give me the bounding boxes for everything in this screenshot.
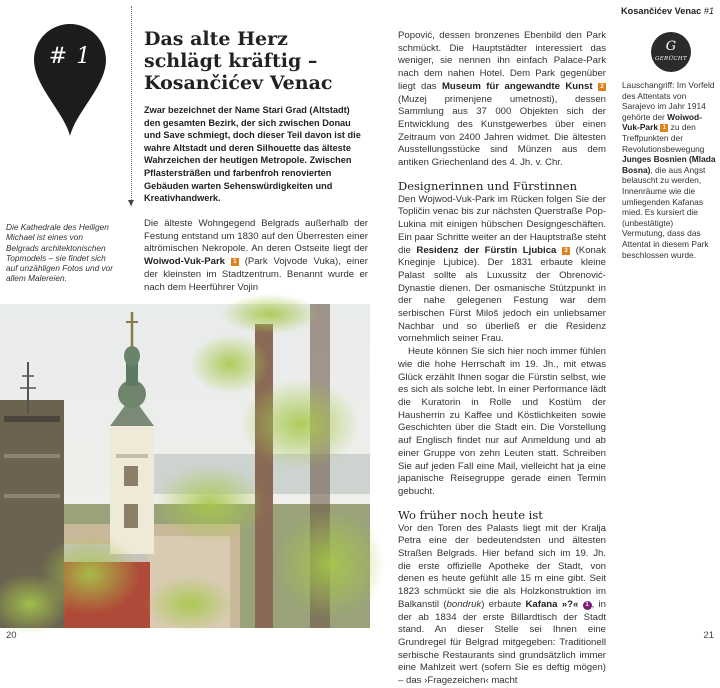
- text-column-left: [144, 218, 368, 294]
- arrow-down-icon: [128, 200, 134, 206]
- text: Popović, dessen bronzenes Ebenbild den Park schmückt. Die Hauptstädter interessiert das weniger, sie nennen ihn einfach Palace-Park nach dem nahen Hotel. Dem Park gegenüber liegt das: [398, 30, 606, 92]
- paragraph: [398, 194, 606, 346]
- poi-name: Woiwod-Vuk-Park: [144, 256, 226, 268]
- paragraph: [398, 523, 606, 688]
- cathedral-photo: [0, 304, 370, 628]
- page-number-left: 20: [6, 630, 17, 641]
- title-text: Das alte Herz schlägt kräftig –: [144, 28, 318, 72]
- poi-number-badge: 1: [231, 258, 239, 266]
- poi-name: Museum für angewandte Kunst: [441, 80, 593, 92]
- location-pin-icon: [34, 24, 106, 136]
- group-name: Junges Bosnien (Mlada Bosna): [622, 154, 716, 175]
- sidebar-rumor-box: [622, 80, 716, 260]
- paragraph: [398, 30, 606, 170]
- rumor-badge-icon: [651, 32, 691, 72]
- poi-number-badge: 1: [660, 124, 668, 132]
- page-title: [144, 28, 364, 94]
- text: (Park Vojvode Vuka), einer der kleinsten im Stadtzentrum. Benannt wurde er nach dem Heerführer Vojin: [144, 256, 368, 293]
- text: , in der ab 1834 der erste Billardtisch der Stadt stand. An dieser Stelle sei Ihnen eine Grundregel für Belgrad mitgegeben: Traditionell serbische Restaurants sind grundsätzlich immer eine Mahlzeit wert (sofern Sie es deftig mögen) – das ›Fragezeichen‹ macht: [398, 598, 606, 687]
- text: Vor den Toren des Palasts liegt mit der Kralja Petra eine der bedeutendsten und ältesten Straßen Belgrads. Hier befand sich im 19. Jh. die erste offizielle Apotheke der Stadt, von denen es heute gefühlt alle 15 m eine gibt. Seit 1823 schmückt sie die als Holzkonstruktion im Balkanstil (: [398, 522, 606, 610]
- poi-dot-badge: 1: [583, 601, 592, 610]
- lead-paragraph: Zwar bezeichnet der Name Stari Grad (Altstadt) den gesamten Bezirk, der sich zwischen Donau und Save schmiegt, doch dieser Teil davon ist die wahre Altstadt und deren Silhouette das älteste Wahrzeichen der heutigen Metropole. Zwischen Pflastersträßen und farbenfroh renovierten Gebäuden warten Sehenswürdigkeiten und Kreativhandwerk.: [144, 105, 361, 204]
- badge-letter: G: [665, 39, 677, 54]
- running-head-name: Kosančićev Venac: [621, 6, 702, 16]
- text: (Konak Kneginje Ljubice). Der 1831 erbaute kleine Palast sollte als Luxussitz der Obrenović-Dynastie dienen. Der osmanische Stützpunkt in der nahe gelegenen Festung war dem serbischen Fürst Miloš jedoch ein unliebsamer Nachbar und so überließ er die Residenz vornehmlich seiner Frau.: [398, 244, 607, 345]
- text: Lauschangriff: Im Vorfeld des Attentats von Sarajevo im Jahr 1914 gehörte der: [622, 80, 715, 122]
- text: ) erbaute: [481, 598, 526, 610]
- pin-label: # 1: [48, 44, 92, 69]
- paragraph: Heute können Sie sich hier noch immer fühlen wie die hohe Herrschaft im 19. Jh., mit etwas Glück erzählt Ihnen sogar die Fürstin selbst, wie es sich als solche lebt. In einer Performance lädt die Kuratorin in Rolle und Kostüm der Hausherrin zu Kaffee und Köstlichkeiten sowie Geschichten über die Stadt ein. Die Vorstellung auf Englisch findet nur auf Anmeldung und ab einer Gruppe von zehn Leuten statt. Schreiben Sie auf jeden Fall eine Mail, vielleicht hat ja eine japanische Reisegruppe gerade einen Termin gebucht.: [398, 346, 606, 497]
- page-number-right: 21: [703, 630, 714, 641]
- text: Die älteste Wohngegend Belgrads außerhalb der Festung entstand um 1830 auf den Überresten einer altrömischen Nekropole. An deren Ostseite liegt der: [144, 218, 368, 255]
- dotted-guide-line: [131, 6, 132, 206]
- section-heading: Designerinnen und Fürstinnen: [398, 178, 577, 193]
- poi-name: Kafana »?«: [525, 598, 579, 610]
- text: zu den Treffpunkten der Revolutionsbewegung: [622, 122, 705, 154]
- text: bondruk: [446, 598, 482, 610]
- poi-number-badge: 2: [598, 83, 606, 91]
- running-head: [621, 6, 714, 16]
- text: Den Wojwod-Vuk-Park im Rücken folgen Sie der Topličin venac bis zur nächsten Querstraße Pop-Lukina mit einigen hübschen Designgeschäften. Ein paar Schritte weiter an der Hauptstraße steht die: [398, 193, 606, 256]
- poi-name: Residenz der Fürstin Ljubica: [416, 244, 557, 256]
- poi-number-badge: 3: [562, 247, 570, 255]
- section-heading: Wo früher noch heute ist: [398, 507, 543, 522]
- text: (Muzej primenjene umetnosti), dessen Sammlung aus 37 000 Objekten sich der Entwicklung des Kunstgewerbes über einen Zeitraum von 2400 Jahren widmet. Die ältesten Ausstellungsstücke sind Münzen aus dem antiken Griechenland des 4. Jh. v. Chr.: [398, 93, 606, 169]
- badge-word: GERÜCHT: [655, 56, 687, 62]
- title-place-name: Kosančićev Venac: [144, 72, 333, 94]
- paragraph: [144, 218, 368, 294]
- poi-name: Woiwod-Vuk-Park: [622, 111, 702, 133]
- text: , die aus Angst belauscht zu werden, Innenräume wie die umliegenden Kafanas mied. Es kursiert die (unbestätigte) Vermutung, dass das Attentat in diesem Park beschlossen wurde.: [622, 164, 709, 260]
- text-column-right: [398, 30, 606, 688]
- running-head-number: #1: [703, 6, 714, 16]
- photo-caption: Die Kathedrale des Heiligen Michael ist eines von Belgrads architektonischen Topmodels – sie findet sich auf unzähligen Fotos und vor allem Malereien.: [6, 222, 114, 284]
